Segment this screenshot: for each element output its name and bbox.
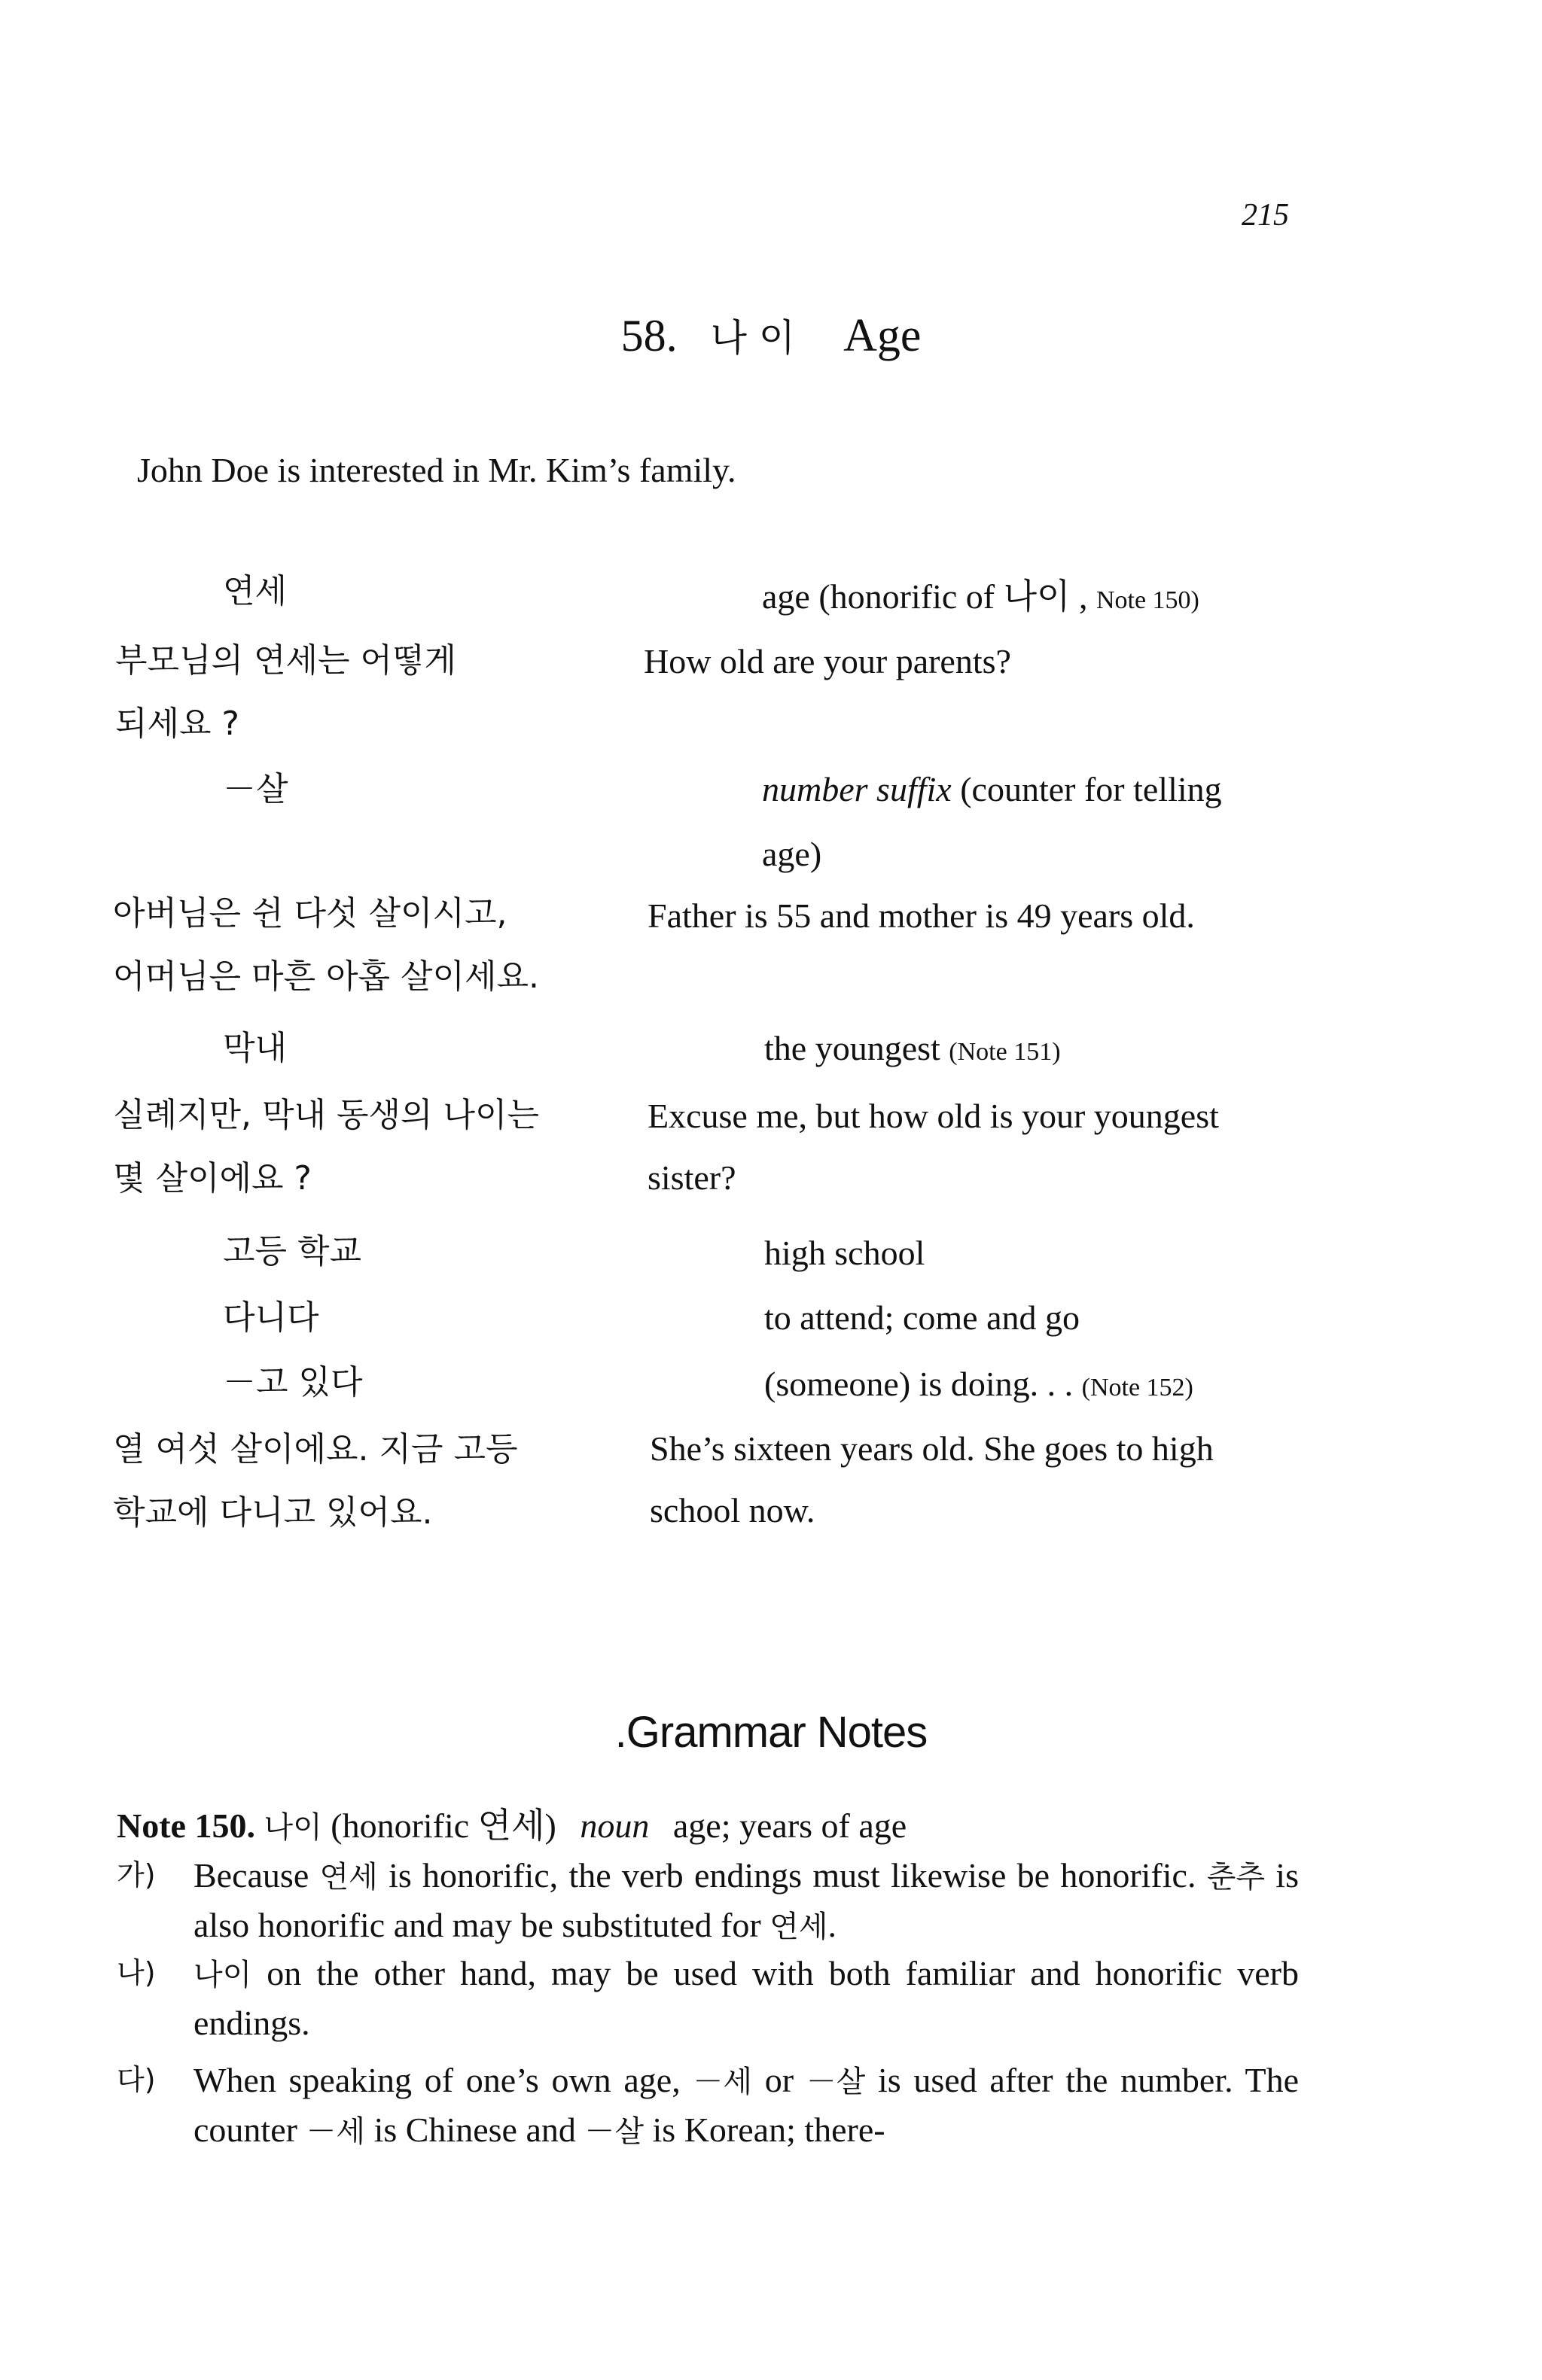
vocab-english-text: age (honorific of 나이 ,	[762, 577, 1088, 616]
vocab-english	[764, 1353, 1193, 1419]
vocab-korean: 고등 학교	[223, 1232, 362, 1271]
note-item	[117, 1852, 1299, 1951]
vocab-korean: 아버님은 쉰 다섯 살이시고, 어머님은 마흔 아홉 살이세요.	[113, 894, 539, 996]
item-text: is used after the number. The counter	[194, 2061, 1299, 2149]
vocab-english	[762, 566, 1199, 632]
grammar-notes-heading: .Grammar Notes	[614, 1708, 928, 1757]
vocab-english: high school	[764, 1234, 925, 1272]
vocab-korean: 막내	[223, 1029, 288, 1067]
vocab-english-text: (counter for telling age)	[762, 770, 1222, 873]
vocab-english-text: the youngest	[764, 1029, 940, 1067]
vocab-korean: 다니다	[223, 1298, 319, 1337]
item-body	[194, 2056, 1299, 2156]
item-body	[194, 1852, 1299, 1951]
item-text: on the other hand, may be used with both familiar and honorific verb endings.	[194, 1954, 1299, 2042]
item-text: is Chinese and	[365, 2111, 585, 2149]
note-reference: (Note 152)	[1081, 1374, 1193, 1402]
note-honorific: (honorific 연세)	[331, 1806, 556, 1845]
vocab-korean: －살	[223, 770, 288, 808]
item-text: is Korean; there-	[644, 2111, 885, 2149]
vocab-korean: 실례지만, 막내 동생의 나이는 몇 살이에요 ?	[113, 1096, 539, 1198]
note-reference: (Note 151)	[949, 1038, 1061, 1066]
item-korean: －세	[693, 2065, 753, 2099]
intro-sentence: John Doe is interested in Mr. Kim’s family.	[137, 451, 736, 489]
item-text: is also honorific and may be substituted for	[194, 1856, 1299, 1944]
vocab-english: She’s sixteen years old. She goes to high school now.	[650, 1429, 1214, 1529]
item-korean: －살	[806, 2065, 866, 2099]
lesson-title-english: Age	[843, 310, 922, 361]
item-marker: 나)	[117, 1956, 156, 1989]
note-gloss: age; years of age	[672, 1806, 907, 1845]
note-label: Note 150.	[117, 1806, 255, 1845]
page-number: 215	[1242, 198, 1289, 233]
vocab-english-italic: number suffix	[762, 770, 952, 808]
vocab-korean: 부모님의 연세는 어떻게 되세요 ?	[115, 641, 457, 743]
item-korean: －세	[306, 2114, 366, 2149]
item-marker: 다)	[117, 2063, 156, 2096]
item-korean: 연세	[769, 1910, 828, 1944]
item-text: .	[827, 1906, 837, 1944]
item-korean: －살	[584, 2114, 645, 2149]
vocab-korean: －고 있다	[223, 1363, 363, 1402]
item-text: or	[752, 2061, 806, 2099]
note-item	[117, 1949, 1299, 2047]
vocab-english: How old are your parents?	[644, 642, 1011, 680]
item-text: is honorific, the verb endings must likewise be honorific.	[377, 1856, 1207, 1895]
vocab-english	[764, 1018, 1061, 1083]
item-text: When speaking of one’s own age,	[194, 2061, 693, 2099]
vocab-korean: 연세	[223, 572, 288, 610]
item-korean: 연세	[319, 1860, 378, 1895]
vocab-korean: 열 여섯 살이에요. 지금 고등 학교에 다니고 있어요.	[113, 1430, 518, 1532]
item-korean: 나이	[194, 1958, 252, 1992]
note-reference: Note 150)	[1096, 586, 1199, 614]
vocab-english: Excuse me, but how old is your youngest sister?	[648, 1097, 1219, 1197]
lesson-number: 58.	[620, 311, 678, 361]
item-body	[194, 1949, 1299, 2047]
item-korean: 춘추	[1206, 1860, 1266, 1895]
item-text: Because	[194, 1856, 320, 1895]
note-part-of-speech: noun	[580, 1806, 650, 1845]
vocab-english: to attend; come and go	[764, 1298, 1080, 1337]
vocab-english	[762, 757, 1222, 887]
item-marker: 가)	[117, 1858, 156, 1892]
note-150-heading	[117, 1802, 907, 1852]
note-item	[117, 2056, 1299, 2156]
vocab-english-text: (someone) is doing. . .	[764, 1365, 1074, 1403]
note-term-korean: 나이	[264, 1810, 322, 1845]
lesson-title-korean: 나 이	[710, 316, 796, 360]
vocab-english: Father is 55 and mother is 49 years old.	[648, 896, 1195, 935]
